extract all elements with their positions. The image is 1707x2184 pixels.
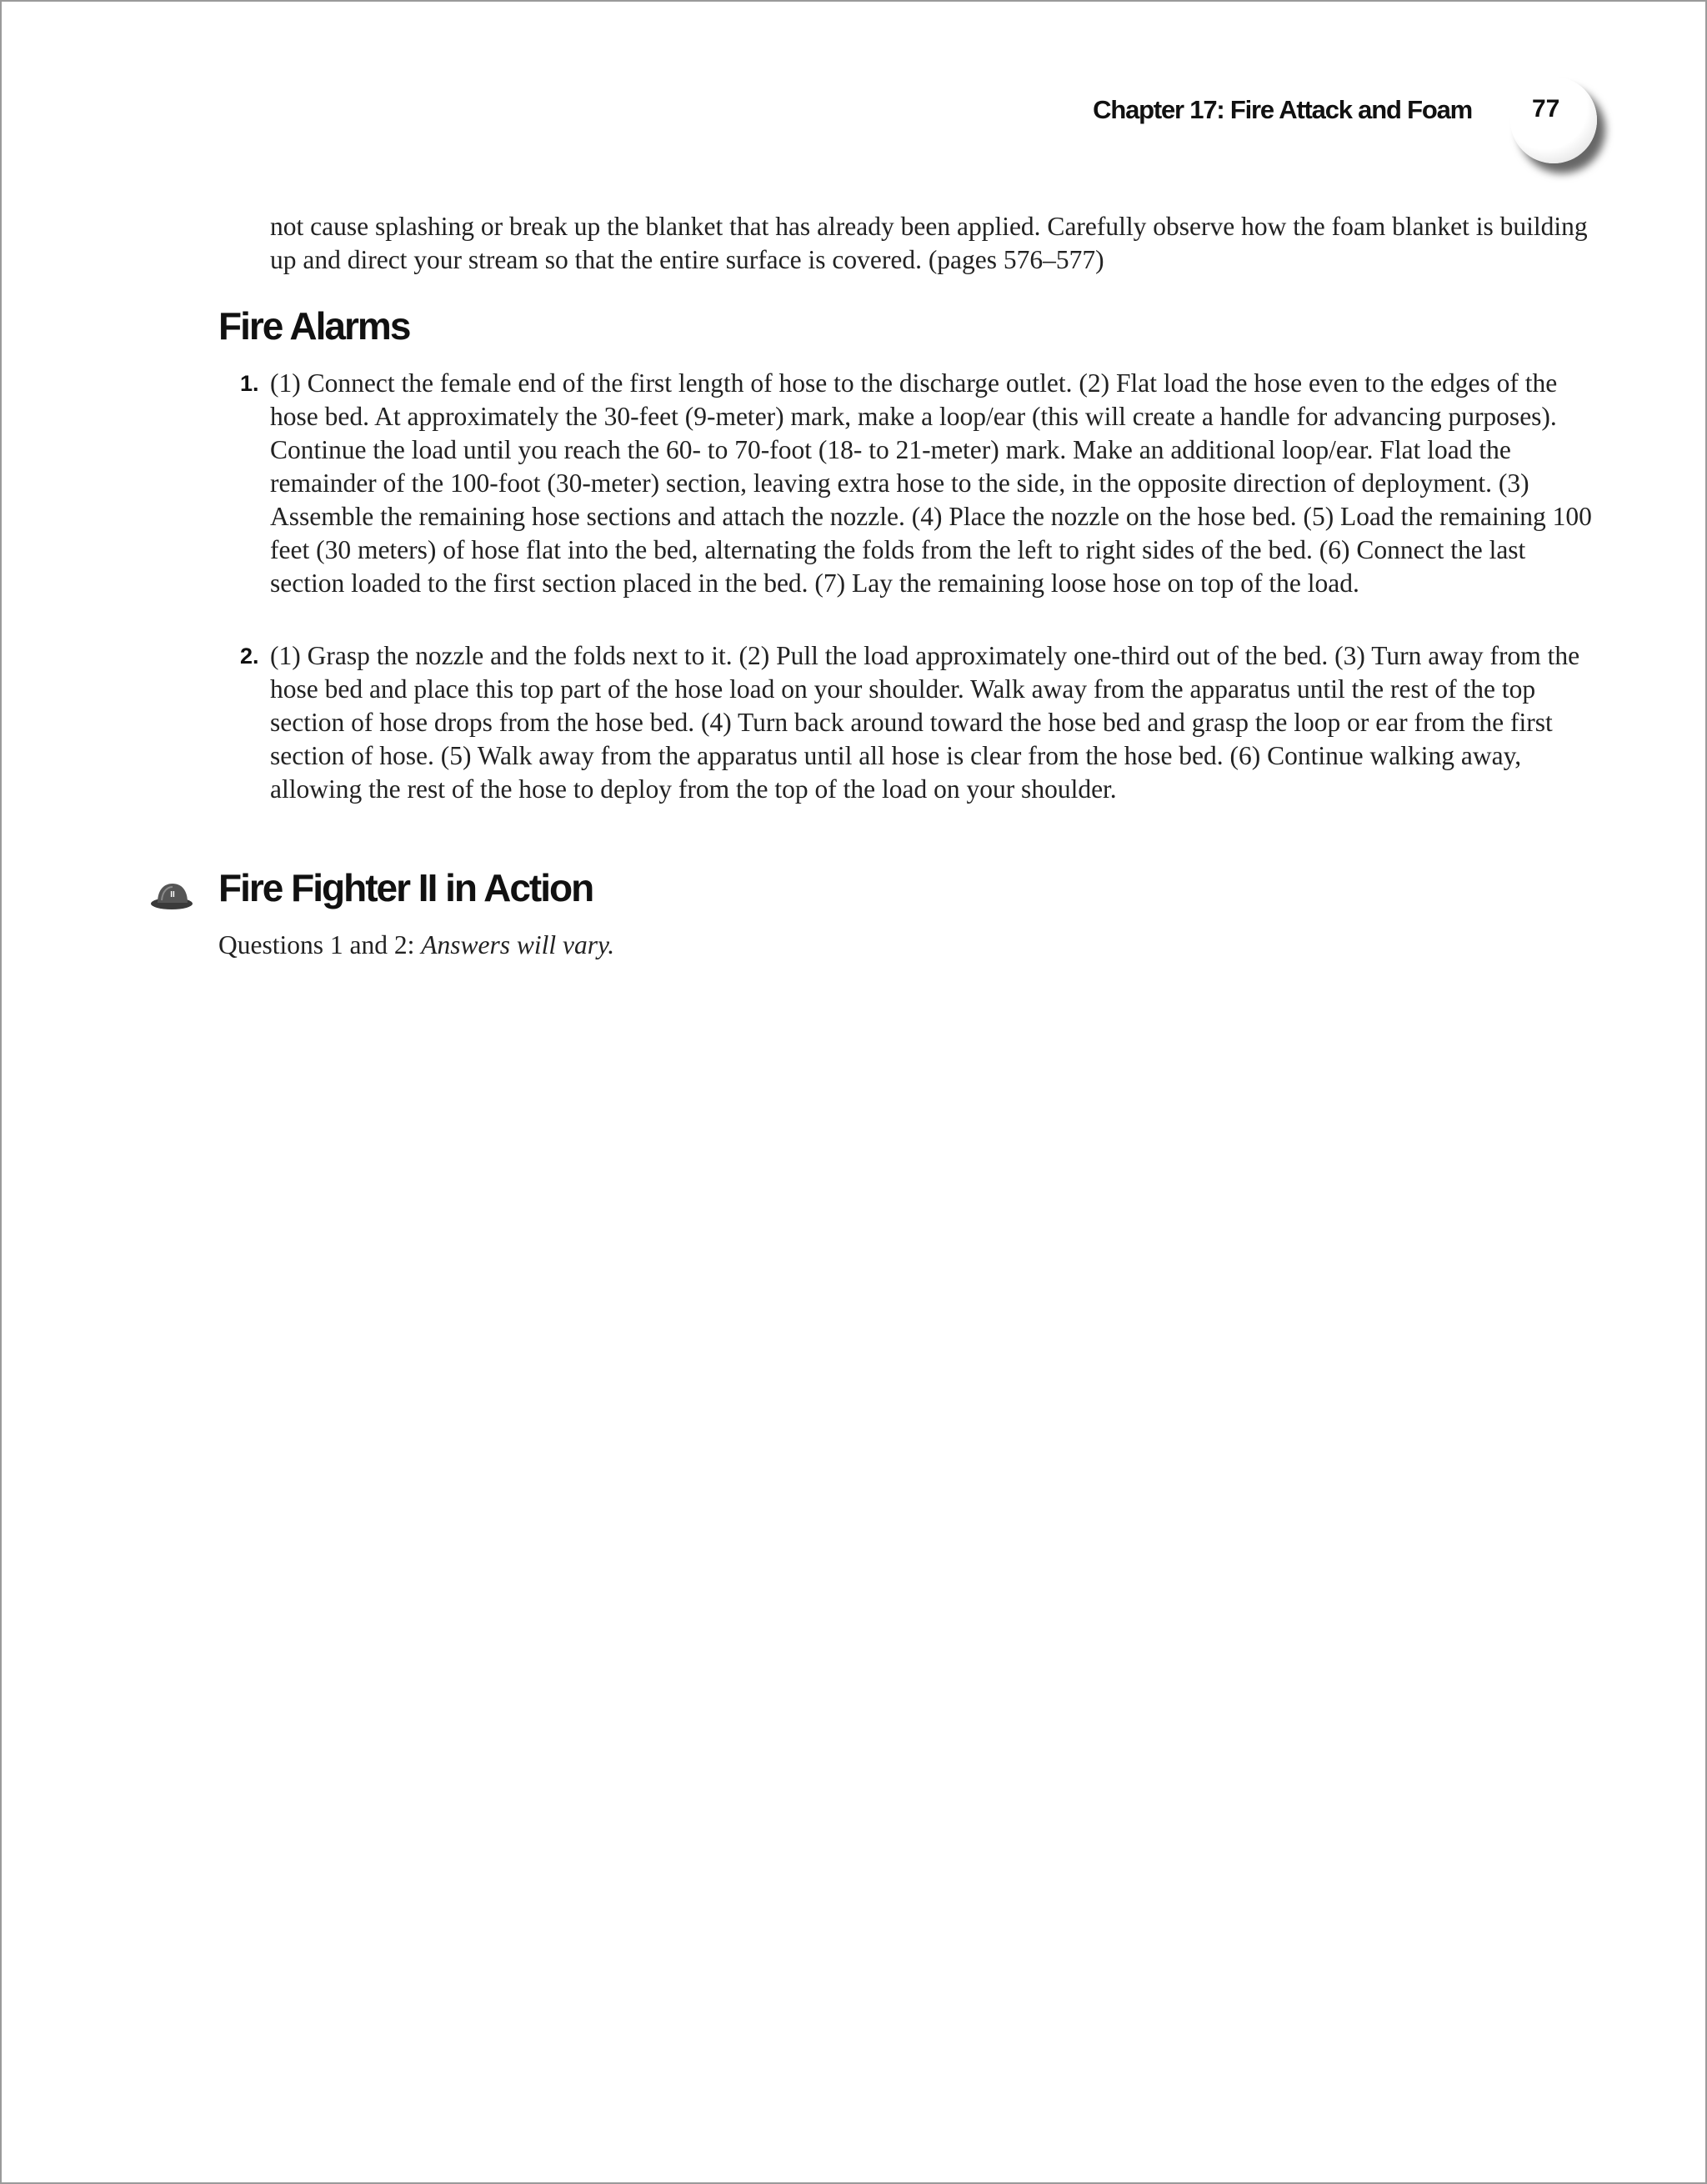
fire-fighter-ii-answer-line: [218, 929, 614, 962]
list-item-text: (1) Connect the female end of the first length of hose to the discharge outlet. (2) Flat load the hose even to the edges of the hose bed. At approximately the 30-feet (9-meter) mark, make a loop/ear (this will create a handle for advancing purposes). Continue the load until you reach the 60- to 70-foot (18- to 21-meter) mark. Make an additional loop/ear. Flat load the remainder of the 100-foot (30-meter) section, leaving extra hose to the side, in the opposite direction of deployment. (3) Assemble the remaining hose sections and attach the nozzle. (4) Place the nozzle on the hose bed. (5) Load the remaining 100 feet (30 meters) of hose flat into the bed, alternating the folds from the left to right sides of the bed. (6) Connect the last section loaded to the first section placed in the bed. (7) Lay the remaining loose hose on top of the load.: [270, 368, 1592, 598]
list-item: [220, 367, 1604, 600]
questions-label: Questions 1 and 2:: [218, 930, 422, 959]
fire-helmet-icon-label: II: [170, 890, 175, 899]
list-item-number: 1.: [240, 371, 259, 396]
list-item-number: 2.: [240, 644, 259, 669]
continuation-paragraph: not cause splashing or break up the blanket that has already been applied. Carefully observe how the foam blanket is building up and direct your stream so that the entire surface is covered. (pages 576–577): [270, 212, 1588, 274]
section-heading-fire-alarms: Fire Alarms: [218, 304, 410, 348]
list-item: [220, 639, 1604, 806]
fire-helmet-icon: [150, 879, 193, 912]
list-item-text: (1) Grasp the nozzle and the folds next to it. (2) Pull the load approximately one-third out of the bed. (3) Turn away from the hose bed and place this top part of the hose load on your shoulder. Walk away from the apparatus until the rest of the top section of hose drops from the hose bed. (4) Turn back around toward the hose bed and grasp the loop or ear from the first section of hose. (5) Walk away from the apparatus until all hose is clear from the hose bed. (6) Continue walking away, allowing the rest of the hose to deploy from the top of the load on your shoulder.: [270, 641, 1580, 804]
running-head-chapter-title: Chapter 17: Fire Attack and Foam: [1093, 95, 1472, 124]
section-heading-fire-fighter-ii: Fire Fighter II in Action: [218, 866, 593, 909]
page-number: 77: [1532, 95, 1560, 123]
answer-text: Answers will vary.: [421, 930, 615, 959]
